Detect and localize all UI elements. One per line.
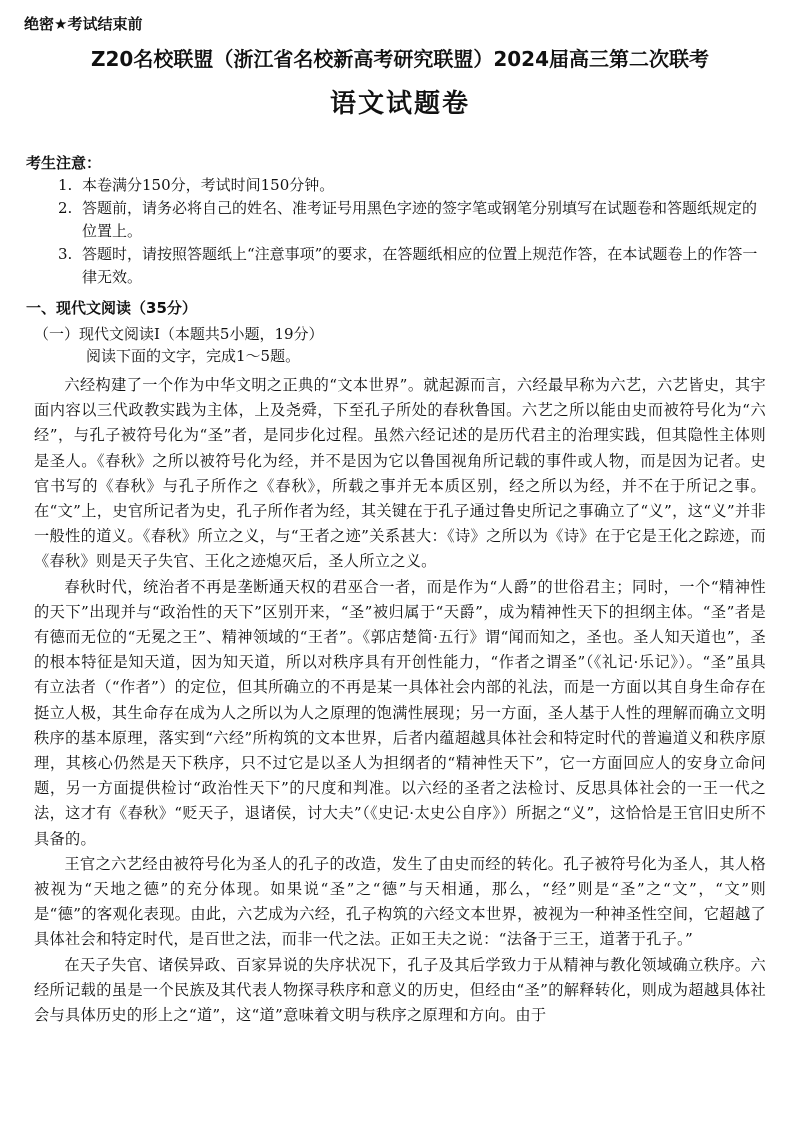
notice-item: [58, 197, 766, 243]
part-heading: （一）现代文阅读Ⅰ（本题共5小题，19分）: [34, 325, 324, 343]
notice-item-text: 答题时，请按照答题纸上“注意事项”的要求，在答题纸相应的位置上规范作答，在本试题卷上的作答一律无效。: [82, 245, 758, 286]
notice-item-number: 3.: [58, 245, 73, 263]
notice-item: [58, 243, 766, 289]
reading-passage: [34, 373, 766, 1028]
section-heading: 一、现代文阅读（35分）: [26, 299, 197, 317]
notice-heading: 考生注意：: [26, 154, 102, 172]
reading-instruction: 阅读下面的文字，完成1～5题。: [86, 347, 301, 365]
notice-item: [58, 174, 766, 197]
notice-item-text: 答题前，请务必将自己的姓名、准考证号用黑色字迹的签字笔或钢笔分别填写在试题卷和答题纸规定的位置上。: [82, 199, 758, 240]
notice-item-text: 本卷满分150分，考试时间150分钟。: [82, 176, 335, 194]
passage-paragraph: 在天子失官、诸侯异政、百家异说的失序状况下，孔子及其后学致力于从精神与教化领域确立秩序。六经所记载的虽是一个民族及其代表人物探寻秩序和意义的历史，但经由“圣”的解释转化，则成为超越具体社会与具体历史的形上之“道”，这“道”意味着文明与秩序之原理和方向。由于: [34, 955, 766, 1025]
exam-main-title: Z20名校联盟（浙江省名校新高考研究联盟）2024届高三第二次联考: [91, 47, 709, 71]
passage-paragraph: 春秋时代，统治者不再是垄断通天权的君巫合一者，而是作为“人爵”的世俗君主；同时，一个“精神性的天下”出现并与“政治性的天下”区别开来，“圣”被归属于“天爵”，成为精神性天下的担纲主体。“圣”者是有德而无位的“无冕之王”、精神领域的“王者”。《郭店楚简·五行》谓“闻而知之，圣也。圣人知天道也”，圣的根本特征是知天道，因为知天道，所以对秩序具有开创性能力，“作者之谓圣”（《礼记·乐记》）。“圣”虽具有立法者（“作者”）的定位，但其所确立的不再是某一具体社会内部的礼法，而是一方面以其自身生命存在挺立人极，其生命存在成为人之所以为人之原理的饱满性展现；另一方面，圣人基于人性的理解而确立文明秩序的基本原理，落实到“六经”所构筑的文本世界，后者内蕴超越具体社会和特定时代的普遍道义和秩序原理，其核心仍然是天下秩序，只不过它是以圣人为担纲者的“精神性天下”，它一方面回应人的安身立命问题，另一方面提供检讨“政治性天下”的尺度和判准。以六经的圣者之法检讨、反思具体社会的一王一代之法，这才有《春秋》“贬天子，退诸侯，讨大夫”（《史记·太史公自序》）所据之“义”，这恰恰是王官旧史所不具备的。: [34, 577, 766, 848]
passage-paragraph: 王官之六艺经由被符号化为圣人的孔子的改造，发生了由史而经的转化。孔子被符号化为圣人，其人格被视为“天地之德”的充分体现。如果说“圣”之“德”与天相通，那么，“经”则是“圣”之“文”，“文”则是“德”的客观化表现。由此，六艺成为六经，孔子构筑的六经文本世界，被视为一种神圣性空间，它超越了具体社会和特定时代，是百世之法，而非一代之法。正如王夫之说：“法备于三王，道著于孔子。”: [34, 854, 766, 949]
notice-item-number: 1.: [58, 176, 73, 194]
secret-mark: 绝密★考试结束前: [24, 15, 143, 33]
passage-paragraph: 六经构建了一个作为中华文明之正典的“文本世界”。就起源而言，六经最早称为六艺，六艺皆史，其宇面内容以三代政教实践为主体，上及尧舜，下至孔子所处的春秋鲁国。六艺之所以能由史而被符号化为“六经”，与孔子被符号化为“圣”者，是同步化过程。虽然六经记述的是历代君主的治理实践，但其隐性主体则是圣人。《春秋》之所以被符号化为经，并不是因为它以鲁国视角所记载的事件或人物，而是因为记者。史官书写的《春秋》与孔子所作之《春秋》，所载之事并无本质区别，经之所以为经，并不在于所记之事。在“文”上，史官所记者为史，孔子所作者为经，其关键在于孔子通过鲁史所记之事确立了“义”，这“义”并非一般性的道义。《春秋》所立之义，与“王者之迹”关系甚大：《诗》之所以为《诗》在于它是王化之踪迹，而《春秋》则是天子失官、王化之迹熄灭后，圣人所立之义。: [34, 376, 766, 571]
notice-item-number: 2.: [58, 199, 73, 217]
exam-subject-title: 语文试题卷: [329, 89, 470, 119]
notice-list: [34, 174, 766, 289]
